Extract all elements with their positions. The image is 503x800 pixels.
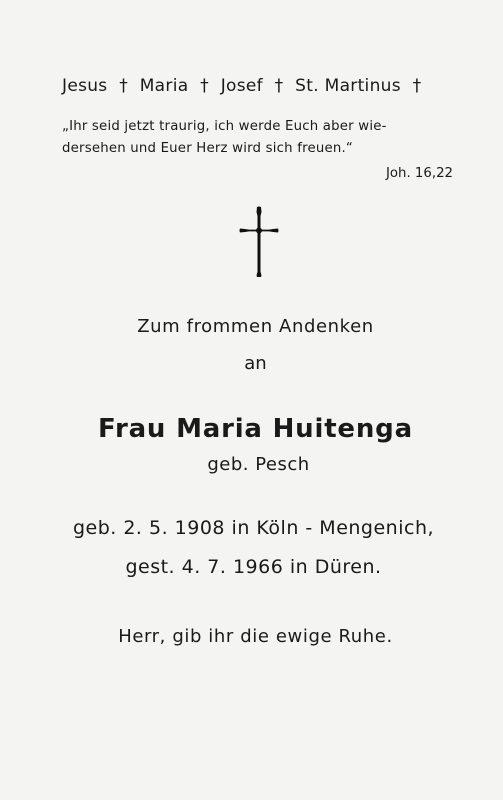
small-cross-icon: † xyxy=(119,76,128,96)
quote-line-1: „Ihr seid jetzt traurig, ich werde Euch aber wie- xyxy=(62,119,387,134)
closing-prayer: Herr, gib ihr die ewige Ruhe. xyxy=(118,626,393,647)
deceased-name: Frau Maria Huitenga xyxy=(98,414,413,444)
small-cross-icon: † xyxy=(412,76,422,96)
header-name-josef: Josef xyxy=(220,76,263,96)
memorial-line: Zum frommen Andenken xyxy=(137,316,374,337)
death-info: gest. 4. 7. 1966 in Düren. xyxy=(125,556,382,578)
quote-line-2: dersehen und Euer Herz wird sich freuen.“ xyxy=(62,141,353,156)
header-name-maria: Maria xyxy=(139,76,189,96)
header-invocation xyxy=(62,76,457,96)
header-name-jesus: Jesus xyxy=(62,76,108,96)
bible-quote xyxy=(62,116,462,160)
maiden-name: geb. Pesch xyxy=(207,454,310,475)
latin-cross-icon xyxy=(239,206,279,278)
memorial-an: an xyxy=(244,353,267,374)
header-name-st-martinus: St. Martinus xyxy=(295,76,401,96)
quote-reference: Joh. 16,22 xyxy=(385,166,453,181)
small-cross-icon: † xyxy=(200,76,209,96)
small-cross-icon: † xyxy=(274,76,284,96)
birth-info: geb. 2. 5. 1908 in Köln - Mengenich, xyxy=(72,517,435,539)
